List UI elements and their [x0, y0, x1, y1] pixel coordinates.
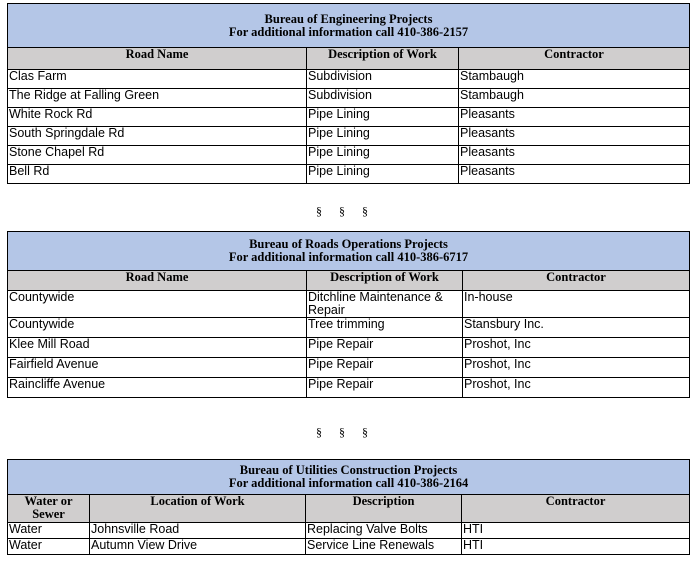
roads-operations-table — [7, 231, 690, 398]
section-separator: § § § — [316, 425, 368, 439]
contractor-cell: Pleasants — [459, 127, 690, 146]
contractor-cell: Pleasants — [459, 146, 690, 165]
column-header-description: Description — [306, 495, 462, 523]
column-header-contractor: Contractor — [459, 48, 690, 70]
contractor-cell: HTI — [462, 539, 690, 555]
location-cell: Johnsville Road — [90, 523, 306, 539]
contractor-cell: Pleasants — [459, 108, 690, 127]
utilities-title: Bureau of Utilities Construction Projects — [239, 463, 458, 477]
road-name-cell: Countywide — [8, 318, 307, 338]
contractor-cell: Stambaugh — [459, 70, 690, 89]
description-cell: Replacing Valve Bolts — [306, 523, 462, 539]
roads-title: Bureau of Roads Operations Projects — [249, 237, 448, 251]
road-name-cell: Bell Rd — [8, 165, 307, 184]
table-row — [8, 338, 690, 358]
road-name-cell: Stone Chapel Rd — [8, 146, 307, 165]
water-or-sewer-cell: Water — [8, 539, 90, 555]
road-name-cell: South Springdale Rd — [8, 127, 307, 146]
contractor-cell: Proshot, Inc — [463, 358, 690, 378]
engineering-projects-table — [7, 3, 690, 184]
contractor-cell: Proshot, Inc — [463, 338, 690, 358]
table-row — [8, 89, 690, 108]
road-name-cell: Fairfield Avenue — [8, 358, 307, 378]
description-cell: Pipe Repair — [307, 358, 463, 378]
engineering-title: Bureau of Engineering Projects — [264, 11, 433, 26]
description-cell: Pipe Lining — [307, 146, 459, 165]
column-header-contractor: Contractor — [462, 495, 690, 523]
column-header-road-name: Road Name — [8, 271, 307, 291]
table-row — [8, 70, 690, 89]
table-row — [8, 378, 690, 398]
road-name-cell: The Ridge at Falling Green — [8, 89, 307, 108]
description-cell: Pipe Repair — [307, 338, 463, 358]
description-cell: Pipe Lining — [307, 108, 459, 127]
column-header-description: Description of Work — [307, 271, 463, 291]
description-cell: Pipe Lining — [307, 127, 459, 146]
description-cell: Pipe Repair — [307, 378, 463, 398]
column-header-location: Location of Work — [90, 495, 306, 523]
table-row — [8, 108, 690, 127]
table-row — [8, 127, 690, 146]
table-row — [8, 146, 690, 165]
column-header-water-or-sewer: Water or Sewer — [8, 495, 90, 523]
table-row — [8, 358, 690, 378]
column-header-contractor: Contractor — [463, 271, 690, 291]
utilities-header — [8, 460, 690, 495]
table-row — [8, 165, 690, 184]
location-cell: Autumn View Drive — [90, 539, 306, 555]
column-header-description: Description of Work — [307, 48, 459, 70]
road-name-cell: Klee Mill Road — [8, 338, 307, 358]
contractor-cell: Proshot, Inc — [463, 378, 690, 398]
table-row — [8, 539, 690, 555]
column-header-road-name: Road Name — [8, 48, 307, 70]
water-or-sewer-cell: Water — [8, 523, 90, 539]
description-cell: Pipe Lining — [307, 165, 459, 184]
road-name-cell: Clas Farm — [8, 70, 307, 89]
contractor-cell: Stambaugh — [459, 89, 690, 108]
table-row — [8, 523, 690, 539]
roads-header — [8, 232, 690, 271]
contractor-cell: In-house — [463, 291, 690, 318]
engineering-subtitle: For additional information call 410-386-2157 — [228, 24, 469, 39]
description-cell: Tree trimming — [307, 318, 463, 338]
contractor-cell: Stansbury Inc. — [463, 318, 690, 338]
utilities-subtitle: For additional information call 410-386-2164 — [228, 476, 469, 490]
table-row — [8, 318, 690, 338]
description-cell: Ditchline Maintenance & Repair — [307, 291, 463, 318]
description-cell: Subdivision — [307, 89, 459, 108]
roads-subtitle: For additional information call 410-386-6717 — [228, 250, 469, 264]
section-separator: § § § — [316, 204, 368, 218]
description-cell: Service Line Renewals — [306, 539, 462, 555]
table-row — [8, 291, 690, 318]
road-name-cell: White Rock Rd — [8, 108, 307, 127]
description-cell: Subdivision — [307, 70, 459, 89]
utilities-construction-table — [7, 459, 690, 555]
engineering-header — [8, 4, 690, 48]
contractor-cell: Pleasants — [459, 165, 690, 184]
road-name-cell: Raincliffe Avenue — [8, 378, 307, 398]
road-name-cell: Countywide — [8, 291, 307, 318]
contractor-cell: HTI — [462, 523, 690, 539]
